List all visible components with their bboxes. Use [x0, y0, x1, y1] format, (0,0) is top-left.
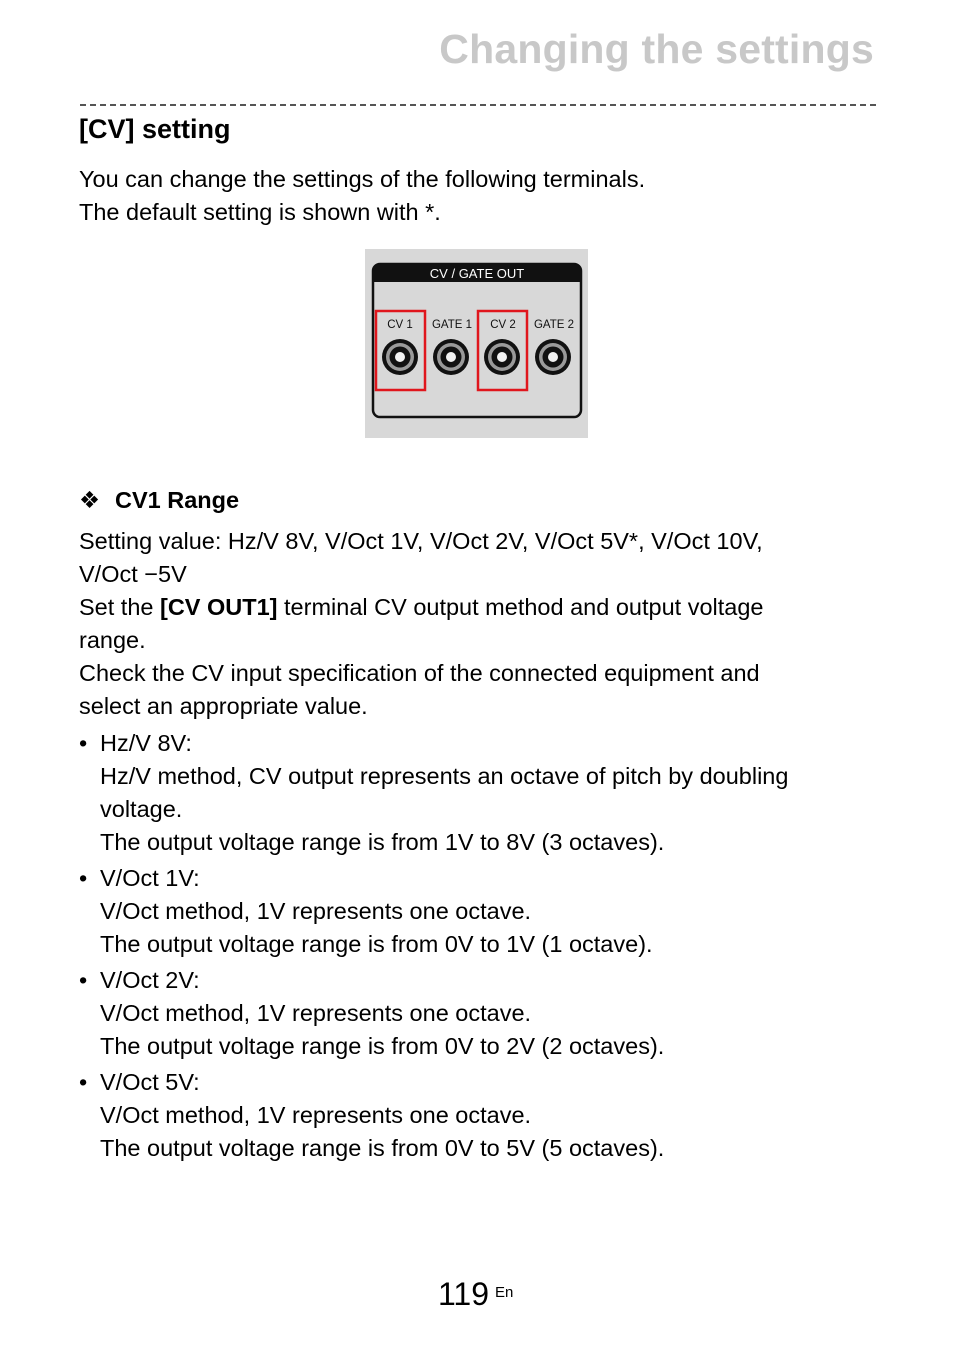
jack-label: CV 2 — [490, 319, 516, 331]
bullet-icon: • — [79, 1069, 88, 1095]
intro-text — [79, 163, 645, 229]
check-line: select an appropriate value. — [79, 693, 368, 719]
description-text: terminal CV output method and output voltage — [277, 594, 764, 620]
option-line: voltage. — [100, 796, 183, 822]
option-title: V/Oct 1V: — [100, 865, 200, 891]
intro-line: You can change the settings of the following terminals. — [79, 166, 646, 192]
option-line: V/Oct method, 1V represents one octave. — [100, 898, 532, 924]
option-title: V/Oct 2V: — [100, 967, 200, 993]
option-line: V/Oct method, 1V represents one octave. — [100, 1000, 532, 1026]
option-line: V/Oct method, 1V represents one octave. — [100, 1102, 532, 1128]
option-title: Hz/V 8V: — [100, 730, 192, 756]
range-options-list — [79, 727, 879, 1168]
bullet-icon: • — [79, 730, 88, 756]
option-title: V/Oct 5V: — [100, 1069, 200, 1095]
panel-label: CV / GATE OUT — [429, 266, 525, 281]
option-line: The output voltage range is from 1V to 8V (3 octaves). — [100, 829, 665, 855]
jack-label: GATE 2 — [533, 319, 575, 331]
panel-illustration — [365, 249, 588, 438]
jack-label: GATE 1 — [431, 319, 473, 331]
option-line: The output voltage range is from 0V to 1V (1 octave). — [100, 931, 653, 957]
section-title: [CV] setting — [79, 114, 231, 144]
setting-value-line: V/Oct −5V — [79, 561, 187, 587]
list-item — [79, 727, 879, 859]
list-item — [79, 862, 879, 961]
option-line: The output voltage range is from 0V to 2V (2 octaves). — [100, 1033, 665, 1059]
terminal-name: [CV OUT1] — [160, 594, 278, 620]
list-item — [79, 964, 879, 1063]
cv1-range-description — [79, 525, 879, 723]
description-line — [79, 591, 879, 624]
subheading-label: CV1 Range — [115, 487, 240, 513]
intro-line: The default setting is shown with *. — [79, 199, 441, 225]
check-line: Check the CV input specification of the connected equipment and — [79, 660, 760, 686]
language-code: En — [495, 1284, 514, 1301]
setting-value-line: Setting value: Hz/V 8V, V/Oct 1V, V/Oct 2V, V/Oct 5V*, V/Oct 10V, — [79, 528, 763, 554]
jack-label: CV 1 — [387, 319, 413, 331]
option-line: The output voltage range is from 0V to 5V (5 octaves). — [100, 1135, 665, 1161]
page-number: 119 — [438, 1276, 490, 1312]
list-item — [79, 1066, 879, 1165]
bullet-icon: • — [79, 967, 88, 993]
cv-gate-out-panel-figure — [365, 249, 588, 438]
dashed-divider — [80, 104, 876, 106]
cv1-range-heading — [79, 486, 239, 514]
option-line: Hz/V method, CV output represents an octave of pitch by doubling — [100, 763, 789, 789]
bullet-icon: • — [79, 865, 88, 891]
page-title: Changing the settings — [439, 26, 874, 72]
description-text: Set the — [79, 594, 160, 620]
description-line: range. — [79, 627, 146, 653]
diamond-bullet-icon: ❖ — [79, 487, 101, 513]
